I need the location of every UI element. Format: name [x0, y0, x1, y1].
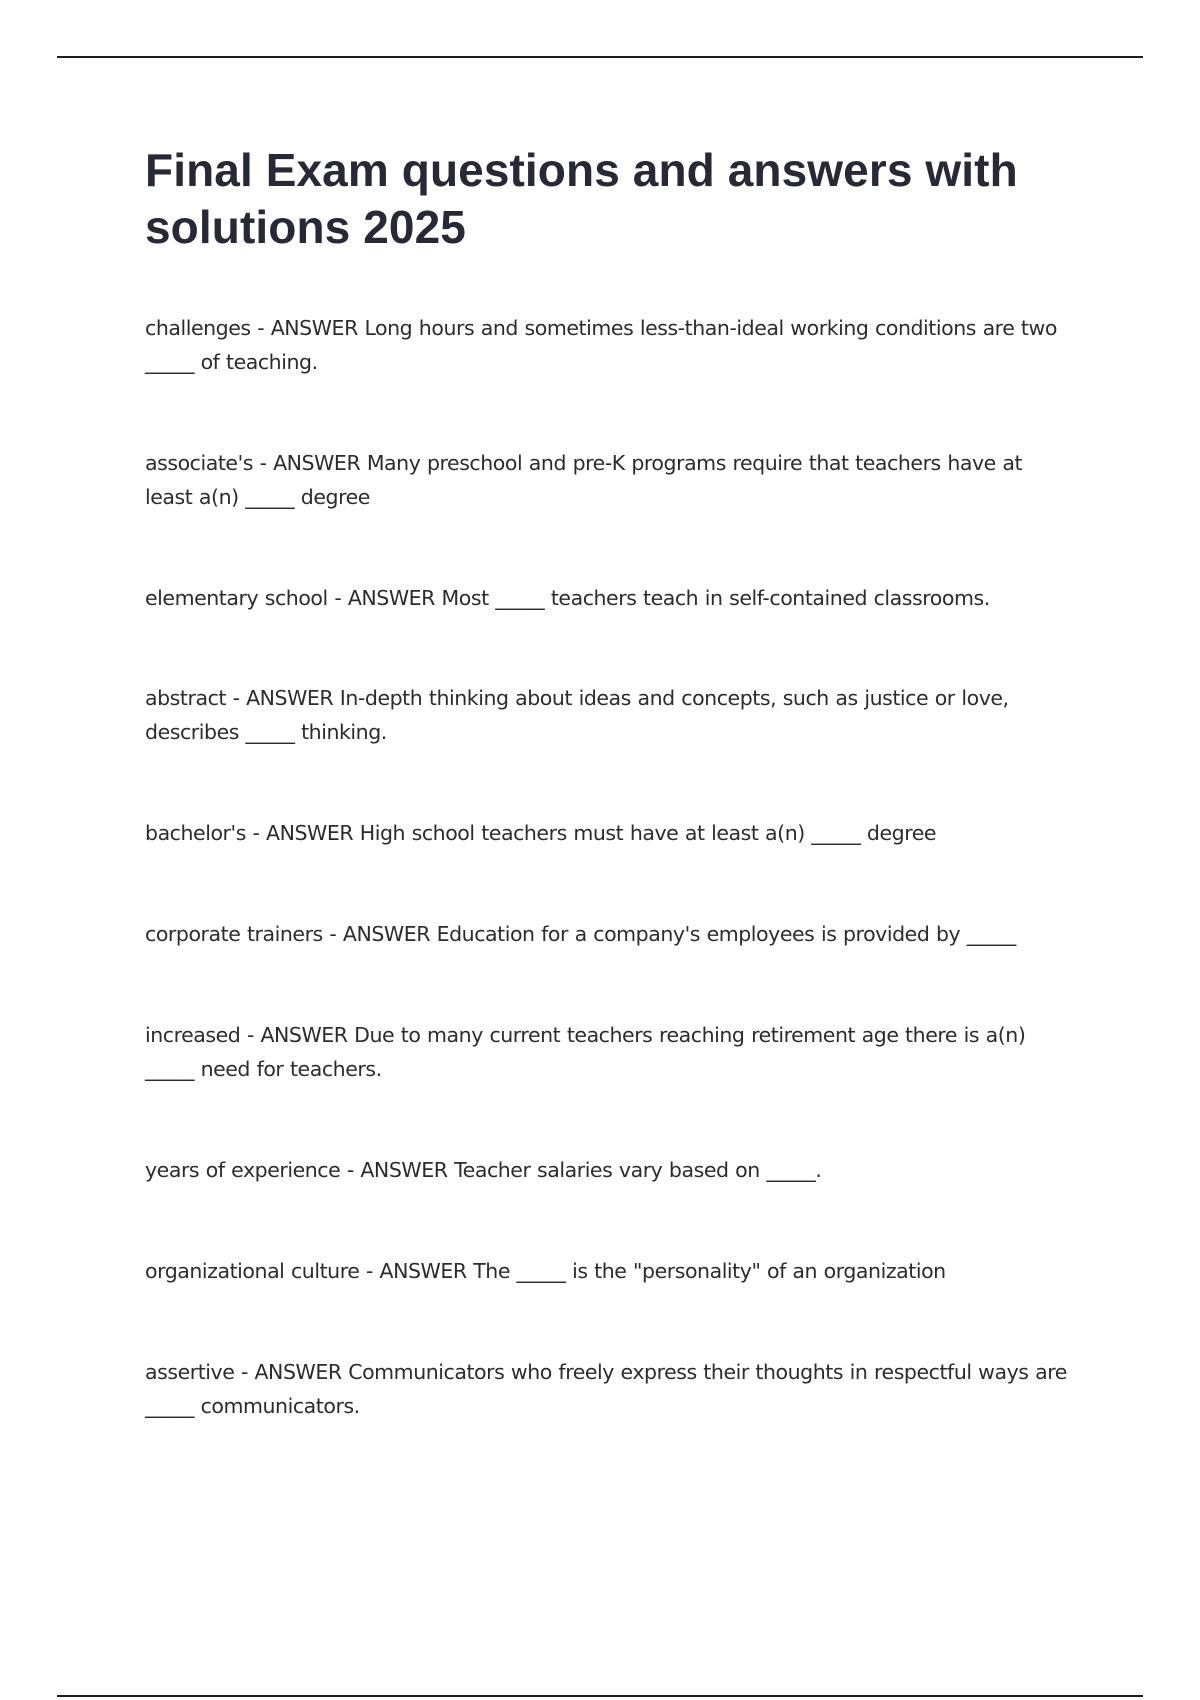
document-title: Final Exam questions and answers with solutions 2025 [145, 144, 1018, 253]
qa-item [145, 1355, 1075, 1455]
qa-item [145, 816, 1075, 917]
qa-item [145, 681, 1075, 816]
answer-separator: - ANSWER [240, 1023, 355, 1047]
question-text: The _____ is the "personality" of an organization [473, 1259, 946, 1283]
question-text: High school teachers must have at least a(n) _____ degree [359, 821, 937, 845]
qa-item [145, 311, 1075, 446]
question-text: Due to many current teachers reaching retirement age there is a(n) _____ need for teachers. [145, 1023, 1026, 1081]
question-text: Communicators who freely express their thoughts in respectful ways are _____ communicators. [145, 1360, 1067, 1418]
answer-separator: - ANSWER [359, 1259, 474, 1283]
answer-term: elementary school [145, 586, 328, 610]
question-text: Many preschool and pre-K programs require that teachers have at least a(n) _____ degree [145, 451, 1023, 509]
qa-list [145, 311, 1075, 1455]
answer-term: organizational culture [145, 1259, 360, 1283]
qa-item [145, 1153, 1075, 1254]
answer-term: corporate trainers [145, 922, 323, 946]
answer-separator: - ANSWER [253, 451, 367, 475]
question-text: Long hours and sometimes less-than-ideal working conditions are two _____ of teaching. [145, 316, 1057, 374]
qa-item [145, 1254, 1075, 1355]
answer-term: challenges [145, 316, 251, 340]
answer-term: assertive [145, 1360, 235, 1384]
answer-term: associate's [145, 451, 254, 475]
qa-item [145, 917, 1075, 1018]
answer-term: abstract [145, 686, 226, 710]
answer-term: bachelor's [145, 821, 246, 845]
qa-item [145, 581, 1075, 681]
answer-separator: - ANSWER [234, 1360, 349, 1384]
answer-term: increased [145, 1023, 241, 1047]
answer-separator: - ANSWER [322, 922, 437, 946]
top-rule [57, 56, 1143, 58]
answer-separator: - ANSWER [327, 586, 442, 610]
qa-item [145, 1018, 1075, 1153]
answer-term: years of experience [145, 1158, 341, 1182]
question-text: In-depth thinking about ideas and concepts, such as justice or love, describes _____ thinking. [145, 686, 1009, 744]
answer-separator: - ANSWER [250, 316, 365, 340]
question-text: Teacher salaries vary based on _____. [454, 1158, 822, 1182]
qa-item [145, 446, 1075, 581]
bottom-rule [57, 1695, 1143, 1697]
answer-separator: - ANSWER [226, 686, 340, 710]
answer-separator: - ANSWER [340, 1158, 455, 1182]
question-text: Education for a company's employees is provided by _____ [436, 922, 1016, 946]
question-text: Most _____ teachers teach in self-contained classrooms. [441, 586, 990, 610]
answer-separator: - ANSWER [245, 821, 360, 845]
